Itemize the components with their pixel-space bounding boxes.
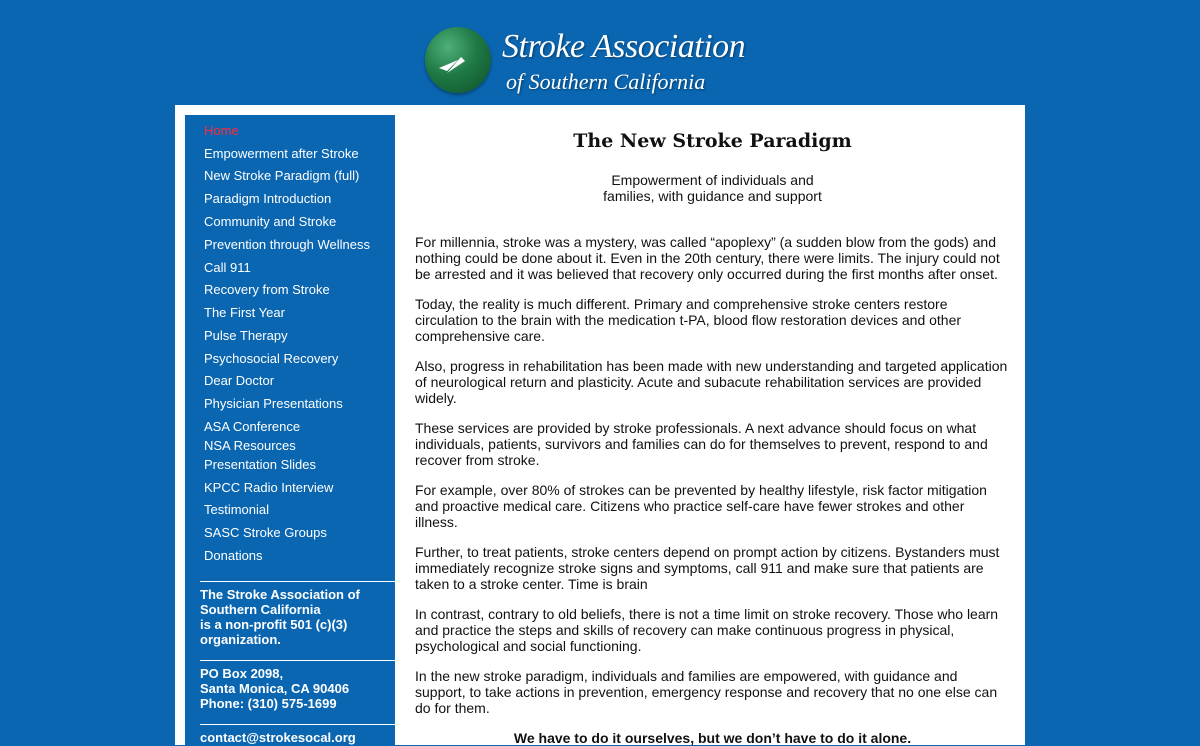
org-line: is a non-profit 501 (c)(3) [200,617,348,632]
nav-link[interactable]: Donations [204,548,263,563]
org-line: Southern California [200,602,321,617]
page-subtitle [415,172,1010,204]
sidebar-divider [200,660,395,661]
address-line: PO Box 2098, [200,666,284,681]
page-title: The New Stroke Paradigm [573,130,852,152]
body-paragraph: These services are provided by stroke professionals. A next advance should focus on what individuals, patients, survivors and families can do for themselves to prevent, respond to and recover from stroke. [415,420,988,468]
nav-link[interactable]: Call 911 [204,260,251,275]
nav-item-donations[interactable] [204,548,263,564]
closing-statement: We have to do it ourselves, but we don’t have to do it alone. [513,730,912,746]
nav-item-psychosocial-recovery[interactable] [204,351,338,367]
logo-title: Stroke Association [502,28,746,65]
nav-link[interactable]: Physician Presentations [204,396,343,411]
org-description [200,587,360,647]
nav-link[interactable]: Recovery from Stroke [204,282,330,297]
nav-item-physician-presentations[interactable] [204,396,343,412]
main-content [415,130,1010,746]
nav-link[interactable]: SASC Stroke Groups [204,525,327,540]
body-paragraph: Today, the reality is much different. Primary and comprehensive stroke centers restore circulation to the brain with the medication t-PA, blood flow restoration devices and other comprehensive care. [415,296,962,344]
nav-link[interactable]: The First Year [204,305,285,320]
nav-item-nsa-resources[interactable] [204,438,296,454]
nav-item-testimonial[interactable] [204,502,269,518]
body-paragraph: Also, progress in rehabilitation has been made with new understanding and targeted application of neurological return and plasticity. Acute and subacute rehabilitation services are provided widely. [415,358,1008,406]
nav-link[interactable]: Presentation Slides [204,457,317,472]
org-line: organization. [200,632,281,647]
sidebar-divider [200,724,395,725]
nav-link[interactable]: KPCC Radio Interview [204,480,334,495]
subtitle-line: families, with guidance and support [603,188,822,204]
nav-link[interactable]: Empowerment after Stroke [204,146,359,161]
email-link[interactable]: contact@strokesocal.org [200,730,356,745]
nav-link-home[interactable]: Home [204,123,239,138]
nav-item-the-first-year[interactable] [204,305,285,321]
nav-item-dear-doctor[interactable] [204,373,274,389]
stroke-logo-icon [425,27,491,93]
body-paragraph: In contrast, contrary to old beliefs, there is not a time limit on stroke recovery. Those who learn and practice the steps and skills of recovery can make continuous progress in physical, psychological and social functioning. [415,606,999,654]
nav-link[interactable]: Community and Stroke [204,214,337,229]
nav-link[interactable]: Prevention through Wellness [204,237,370,252]
nav-link[interactable]: New Stroke Paradigm (full) [204,168,360,183]
nav-link[interactable]: Dear Doctor [204,373,275,388]
nav-item-kpcc-radio-interview[interactable] [204,480,333,496]
nav-item-new-stroke-paradigm-full[interactable] [204,168,359,184]
nav-link[interactable]: NSA Resources [204,438,296,453]
page-container [175,105,1025,745]
nav-link[interactable]: Paradigm Introduction [204,191,332,206]
nav-item-sasc-stroke-groups[interactable] [204,525,327,541]
sidebar [185,115,395,745]
nav-item-prevention-through-wellness[interactable] [204,237,370,253]
nav-item-call-911[interactable] [204,260,251,276]
nav-item-home[interactable] [204,123,239,139]
contact-email[interactable] [200,730,356,745]
nav-item-community-and-stroke[interactable] [204,214,336,230]
site-header [0,0,1200,105]
body-paragraph: In the new stroke paradigm, individuals and families are empowered, with guidance and support, to take actions in prevention, emergency response and recovery that no one else can do for them. [415,668,998,716]
logo-subtitle: of Southern California [506,69,706,94]
nav-link[interactable]: Pulse Therapy [204,328,288,343]
org-address [200,666,349,711]
nav-item-recovery-from-stroke[interactable] [204,282,330,298]
sidebar-divider [200,581,395,582]
nav-item-pulse-therapy[interactable] [204,328,288,344]
phone-line: Phone: (310) 575-1699 [200,696,337,711]
nav-item-asa-conference[interactable] [204,419,300,435]
nav-item-empowerment-after-stroke[interactable] [204,146,359,162]
nav-item-presentation-slides[interactable] [204,457,316,473]
nav-link[interactable]: Testimonial [204,502,270,517]
subtitle-line: Empowerment of individuals and [611,172,814,188]
site-logo[interactable] [425,25,785,100]
nav-link[interactable]: Psychosocial Recovery [204,351,339,366]
address-line: Santa Monica, CA 90406 [200,681,350,696]
nav-link[interactable]: ASA Conference [204,419,301,434]
nav-item-paradigm-introduction[interactable] [204,191,331,207]
body-paragraph: For millennia, stroke was a mystery, was called “apoplexy” (a sudden blow from the gods) and nothing could be done about it. Even in the 20th century, there were limits. The injury could not be arrested and it was believed that recovery only occurred during the first months after onset. [415,234,1000,282]
body-paragraph: Further, to treat patients, stroke centers depend on prompt action by citizens. Bystanders must immediately recognize stroke signs and symptoms, call 911 and make sure that patients are taken to a stroke center. Time is brain [415,544,1000,592]
org-line: The Stroke Association of [200,587,360,602]
body-paragraph: For example, over 80% of strokes can be prevented by healthy lifestyle, risk factor mitigation and proactive medical care. Citizens who practice self-care have fewer strokes and other illness. [415,482,987,530]
